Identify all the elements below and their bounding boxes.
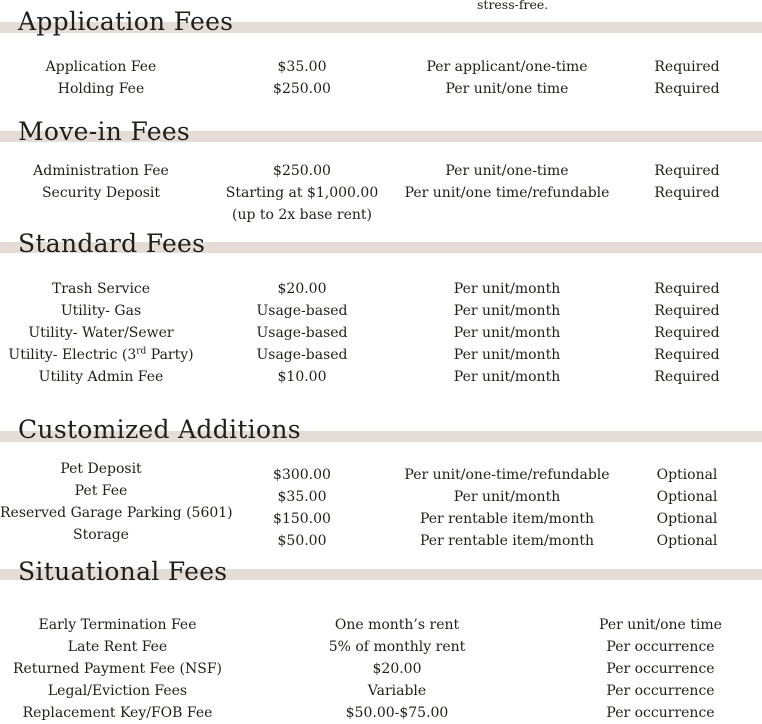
fee-frequency: Per occurrence: [606, 661, 715, 677]
fee-name: Reserved Garage Parking (5601): [0, 505, 233, 521]
fee-amount: 5% of monthly rent: [328, 639, 466, 655]
standard-fees-table: [0, 278, 762, 388]
fee-requirement: Optional: [656, 511, 718, 527]
fee-frequency: Per unit/month: [453, 281, 561, 297]
fee-frequency: Per rentable item/month: [419, 533, 595, 549]
fee-name: [0, 344, 202, 366]
fee-name: Pet Deposit: [60, 461, 142, 477]
section-title-standard-fees: Standard Fees: [18, 229, 206, 258]
fee-name: Utility- Water/Sewer: [28, 325, 174, 341]
fee-requirement: Optional: [656, 467, 718, 483]
fee-frequency: Per occurrence: [606, 683, 715, 699]
table-row: [0, 527, 762, 552]
table-row: [0, 614, 762, 636]
fee-frequency: Per unit/month: [453, 369, 561, 385]
fee-requirement: Required: [654, 281, 720, 297]
fee-requirement: Optional: [656, 533, 718, 549]
fee-requirement: Required: [654, 303, 720, 319]
fee-name: Early Termination Fee: [38, 617, 197, 633]
table-row: [0, 680, 762, 702]
move-in-fees-table: [0, 160, 762, 226]
table-row: [0, 78, 762, 100]
fee-frequency: Per unit/month: [453, 325, 561, 341]
fee-name: Utility- Gas: [60, 303, 142, 319]
fee-name-part: Party): [146, 347, 194, 363]
section-title-customized-additions: Customized Additions: [18, 415, 301, 444]
fee-frequency: Per rentable item/month: [419, 511, 595, 527]
fee-amount: $35.00: [277, 489, 327, 505]
fee-frequency: Per unit/one-time: [445, 163, 569, 179]
fee-amount: Variable: [367, 683, 427, 699]
fee-amount: $150.00: [273, 511, 331, 527]
fee-name: Legal/Eviction Fees: [47, 683, 188, 699]
table-row: [0, 636, 762, 658]
fee-name: Administration Fee: [33, 163, 169, 179]
table-row: [0, 300, 762, 322]
fee-frequency: Per unit/one time/refundable: [404, 185, 610, 201]
fee-name: Trash Service: [51, 281, 151, 297]
fee-amount-line: Starting at $1,000.00: [225, 185, 379, 201]
fee-amount: $10.00: [277, 369, 327, 385]
fee-frequency: Per unit/one time: [599, 617, 722, 633]
fee-requirement: Optional: [656, 489, 718, 505]
fee-requirement: Required: [654, 369, 720, 385]
fee-name: Application Fee: [45, 59, 157, 75]
fee-amount: $20.00: [277, 281, 327, 297]
table-row: [0, 182, 762, 226]
fee-amount: $250.00: [273, 163, 331, 179]
fee-name: Utility Admin Fee: [38, 369, 164, 385]
fee-requirement: Required: [654, 163, 720, 179]
customized-additions-table: [0, 461, 762, 552]
fee-requirement: Required: [654, 347, 720, 363]
fee-name: Late Rent Fee: [67, 639, 168, 655]
fee-frequency: Per unit/month: [453, 489, 561, 505]
fee-requirement: Required: [654, 185, 720, 201]
fee-frequency: Per occurrence: [606, 705, 715, 721]
fee-name-superscript: rd: [136, 346, 147, 357]
fee-name: Security Deposit: [41, 185, 161, 201]
fee-amount: $35.00: [277, 59, 327, 75]
fee-requirement: Required: [654, 325, 720, 341]
table-row: [0, 702, 762, 724]
table-row: [0, 366, 762, 388]
application-fees-table: [0, 56, 762, 100]
fee-name: Replacement Key/FOB Fee: [22, 705, 213, 721]
table-row: [0, 322, 762, 344]
fee-amount: $50.00-$75.00: [345, 705, 449, 721]
fee-amount: Usage-based: [256, 303, 348, 319]
intro-text-fragment: stress-free.: [477, 0, 549, 12]
fee-amount: Usage-based: [256, 347, 348, 363]
situational-fees-table: [0, 614, 762, 724]
fee-amount: Usage-based: [256, 325, 348, 341]
fee-amount: $250.00: [273, 81, 331, 97]
fee-amount: [202, 182, 402, 226]
fee-frequency: Per applicant/one-time: [426, 59, 588, 75]
section-title-application-fees: Application Fees: [18, 7, 234, 36]
fee-name: Returned Payment Fee (NSF): [12, 661, 223, 677]
section-title-move-in-fees: Move-in Fees: [18, 117, 191, 146]
table-row: [0, 344, 762, 366]
fee-name-part: Utility- Electric (3: [8, 347, 137, 363]
fee-frequency: Per unit/month: [453, 303, 561, 319]
fee-amount: $50.00: [277, 533, 327, 549]
fee-frequency: Per unit/month: [453, 347, 561, 363]
table-row: [0, 278, 762, 300]
fee-amount-note: (up to 2x base rent): [232, 207, 372, 223]
fee-frequency: Per unit/one-time/refundable: [404, 467, 610, 483]
fee-amount: One month’s rent: [334, 617, 460, 633]
fee-amount: $300.00: [273, 467, 331, 483]
fee-frequency: Per occurrence: [606, 639, 715, 655]
fee-name: Storage: [73, 527, 129, 543]
fee-name: Pet Fee: [74, 483, 128, 499]
fee-requirement: Required: [654, 81, 720, 97]
table-row: [0, 56, 762, 78]
fee-requirement: Required: [654, 59, 720, 75]
fee-name: Holding Fee: [57, 81, 145, 97]
fee-amount: $20.00: [372, 661, 422, 677]
table-row: [0, 160, 762, 182]
table-row: [0, 658, 762, 680]
fee-frequency: Per unit/one time: [445, 81, 569, 97]
section-title-situational-fees: Situational Fees: [18, 557, 228, 586]
